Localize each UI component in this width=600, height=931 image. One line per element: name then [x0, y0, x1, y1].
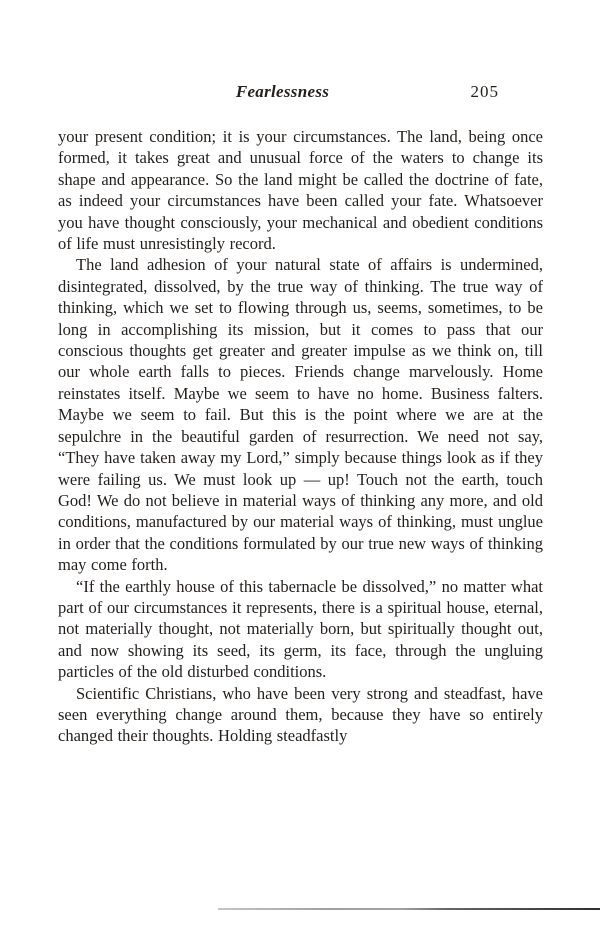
- running-header-title: Fearlessness: [235, 82, 330, 101]
- paragraph: “If the earthly house of this tabernacle be dissolved,” no matter what part of our circumstances it represents, there is a spiritual house, eternal, not materially thought, not materially born, but spiritually thought out, and now showing its seed, its germ, its face, through the ungluing particles of the old disturbed conditions.: [58, 576, 543, 682]
- paragraph: The land adhesion of your natural state of affairs is undermined, disintegrated, dissolved, by the true way of thinking. The true way of thinking, which we set to flowing through us, seems, sometimes, to be long in accomplishing its mission, but it comes to pass that our conscious thoughts get greater and greater impulse as we think on, till our whole earth falls to pieces. Friends change marvelously. Home reinstates itself. Maybe we seem to have no home. Business falters. Maybe we seem to fail. But this is the point where we are at the sepulchre in the beautiful garden of resurrection. We need not say, “They have taken away my Lord,” simply because things look as if they were failing us. We must look up — up! Touch not the earth, touch God! We do not believe in material ways of thinking any more, and old conditions, manufactured by our material ways of thinking, must unglue in order that the conditions formulated by our true new ways of thinking may come forth.: [58, 255, 543, 575]
- running-header: [58, 82, 543, 104]
- page-body: [58, 126, 543, 747]
- bottom-rule-line: [218, 908, 600, 910]
- paragraph: Scientific Christians, who have been very strong and steadfast, have seen everything change around them, because they have so entirely changed their thoughts. Holding steadfastly: [58, 683, 543, 746]
- paragraph: your present condition; it is your circumstances. The land, being once formed, it takes great and unusual force of the waters to change its shape and appearance. So the land might be called the doctrine of fate, as indeed your circumstances have been called your fate. Whatsoever you have thought consciously, your mechanical and obedient conditions of life must unresistingly record.: [58, 127, 543, 254]
- page-number: 205: [470, 82, 499, 101]
